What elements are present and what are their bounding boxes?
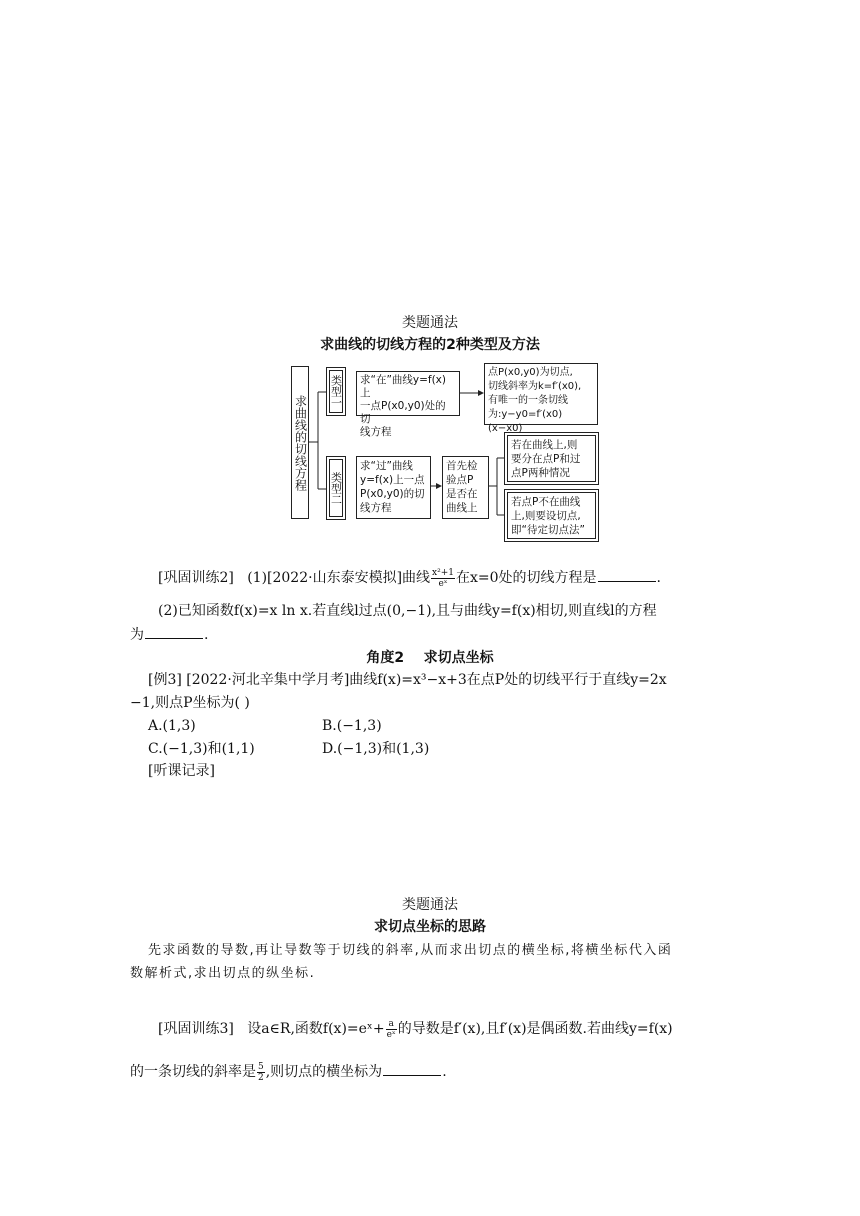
exercise3-line2: 的一条切线的斜率是 $\frac{5}{2}$ ,则切点的横坐标为 . — [130, 1061, 447, 1083]
exercise-tag: [巩固训练3] — [158, 1021, 234, 1037]
fraction-numerator: x²+1 — [432, 567, 454, 578]
diagram-root: 求曲线的切线方程 — [291, 366, 309, 519]
type1-description — [356, 371, 460, 438]
section-title: 求切点坐标的思路 — [374, 919, 486, 935]
type1-result-line: 切线斜率为k=f′(x0), — [488, 381, 582, 392]
fraction — [431, 568, 455, 589]
angle-label: 角度2 — [366, 650, 405, 666]
type2-check-line: 是否在 — [446, 488, 478, 500]
type1-result-line: 为:y−y0=f′(x0)(x−x0) — [488, 409, 563, 434]
fraction-denominator: eˣ — [386, 1029, 396, 1040]
type2-check — [442, 456, 489, 519]
answer-blank[interactable] — [598, 567, 656, 582]
exercise3-text: ,则切点的横坐标为 — [265, 1064, 383, 1080]
case1-line: 若在曲线上,则 — [511, 439, 578, 451]
exercise3-line1 — [158, 1018, 768, 1040]
option-d[interactable]: D.(−1,3)和(1,3) — [322, 741, 430, 757]
exercise3-text: 的一条切线的斜率是 — [130, 1064, 256, 1080]
case2-line: 即“待定切点法” — [511, 524, 585, 536]
answer-blank[interactable] — [383, 1061, 441, 1076]
type2-check-line: 验点P — [446, 474, 474, 486]
option-b[interactable]: B.(−1,3) — [322, 718, 382, 734]
case2-line: 上,则要设切点, — [511, 510, 581, 522]
type1-result-line: 点P(x0,y0)为切点, — [488, 367, 573, 378]
type1-result-line: 有唯一的一条切线 — [488, 395, 568, 406]
type2-desc-line: P(x0,y0)的切 — [360, 488, 425, 500]
fraction — [386, 1019, 397, 1040]
angle-heading — [0, 647, 860, 667]
type2-check-line: 首先检 — [446, 460, 478, 472]
exercise-tag: [巩固训练2] — [158, 570, 234, 586]
exercise2-part2-cont: 为 . — [130, 624, 740, 646]
example3-line2: −1,则点P坐标为( ) — [130, 695, 250, 711]
type2-label: 类型二 — [329, 459, 343, 517]
method-body-line: 先求函数的导数,再让导数等于切线的斜率,从而求出切点的横坐标,将横坐标代入函 — [148, 943, 673, 958]
case2-line: 若点P不在曲线 — [511, 496, 581, 508]
type2-case-off-curve — [507, 492, 596, 539]
fraction-denominator: eˣ — [438, 578, 448, 589]
type1-desc-line: 线方程 — [360, 426, 392, 438]
lecture-record-label: [听课记录] — [148, 763, 215, 779]
exercise2-part1: [巩固训练2] (1)[2022·山东泰安模拟]曲线 $\frac{\text{x²+1}}{\text{eˣ}}$ 在x=0处的切线方程是 . — [158, 567, 661, 589]
slope-fraction — [257, 1062, 265, 1083]
type1-desc-line: 求“在”曲线y=f(x)上 — [360, 374, 446, 399]
answer-blank[interactable] — [145, 624, 203, 639]
case1-line: 点P两种情况 — [511, 467, 570, 479]
fraction-numerator: 5 — [258, 1061, 264, 1072]
option-c[interactable]: C.(−1,3)和(1,1) — [148, 741, 255, 757]
type1-label: 类型一 — [329, 370, 343, 413]
type2-desc-line: y=f(x)上一点 — [360, 474, 425, 486]
section-heading: 类题通法 — [402, 315, 458, 331]
fraction-numerator: a — [386, 1019, 397, 1030]
type2-case-on-curve — [507, 435, 596, 482]
type1-desc-line: 一点P(x0,y0)处的切 — [360, 400, 446, 425]
section-title: 求曲线的切线方程的2种类型及方法 — [320, 337, 540, 353]
type2-check-line: 曲线上 — [446, 502, 478, 514]
exercise3-text: 的导数是f′(x),且f′(x)是偶函数.若曲线y=f(x) — [397, 1021, 673, 1037]
option-a[interactable]: A.(1,3) — [148, 718, 196, 734]
exercise2-part1-suffix: 在x=0处的切线方程是 — [456, 570, 597, 586]
section-heading: 类题通法 — [402, 897, 458, 913]
type1-result — [484, 363, 598, 434]
method-body-line: 数解析式,求出切点的纵坐标. — [130, 966, 316, 981]
type2-desc-line: 求“过”曲线 — [360, 460, 413, 472]
exercise2-part2-prefix: 为 — [130, 627, 144, 643]
case1-line: 要分在点P和过 — [511, 453, 581, 465]
angle-title: 求切点坐标 — [423, 650, 494, 666]
exercise3-text: 设a∈R,函数f(x)=eˣ+ — [247, 1021, 385, 1037]
type2-description — [356, 456, 431, 519]
exercise2-part2: (2)已知函数f(x)=x ln x.若直线l过点(0,−1),且与曲线y=f(x)相切,则直线l的方程 — [158, 603, 657, 619]
exercise2-part1-prefix: (1)[2022·山东泰安模拟]曲线 — [247, 570, 431, 586]
type2-desc-line: 线方程 — [360, 502, 392, 514]
example3-line1: [例3] [2022·河北辛集中学月考]曲线f(x)=x³−x+3在点P处的切线平行于直线y=2x — [148, 672, 667, 688]
fraction-denominator: 2 — [258, 1072, 264, 1083]
